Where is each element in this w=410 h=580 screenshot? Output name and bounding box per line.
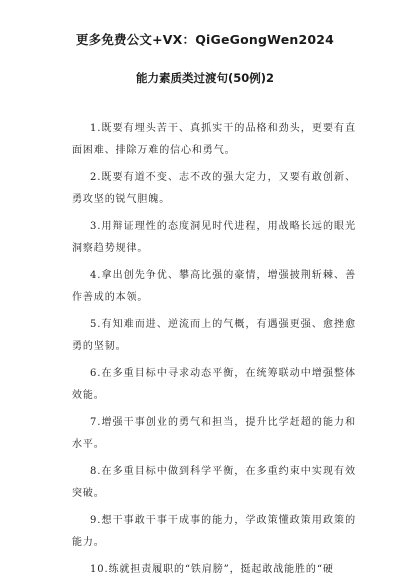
document-title: 能力素质类过渡句(50例)2 (135, 71, 275, 85)
paragraph-2: 2.既要有道不变、志不改的强大定力，又要有敢创新、勇攻坚的锐气胆魄。 (72, 172, 356, 205)
paragraph-5: 5.有知难而进、逆流而上的气概，有遇强更强、愈挫愈勇的坚韧。 (72, 319, 356, 352)
paragraph-10: 10.练就担责履职的“铁肩膀”，挺起敢战能胜的“硬 (90, 564, 334, 575)
paragraph-1: 1.既要有埋头苦干、真抓实干的品格和劲头，更要有直面困难、排除万难的信心和勇气。 (72, 123, 356, 156)
paragraph-3: 3.用辩证理性的态度洞见时代进程，用战略长远的眼光洞察趋势规律。 (72, 221, 356, 254)
paragraph-4: 4.拿出创先争优、攀高比强的豪情，增强披荆斩棘、善作善成的本领。 (72, 270, 356, 303)
document-body (72, 118, 356, 580)
paragraph-7: 7.增强干事创业的勇气和担当，提升比学赶超的能力和水平。 (72, 417, 356, 450)
paragraph-9: 9.想干事敢干事干成事的能力，学政策懂政策用政策的能力。 (72, 515, 356, 548)
paragraph-8: 8.在多重目标中做到科学平衡，在多重约束中实现有效突破。 (72, 466, 356, 499)
page-header: 更多免费公文+VX：QiGeGongWen2024 (75, 32, 335, 47)
paragraph-6: 6.在多重目标中寻求动态平衡，在统筹联动中增强整体效能。 (72, 368, 356, 401)
